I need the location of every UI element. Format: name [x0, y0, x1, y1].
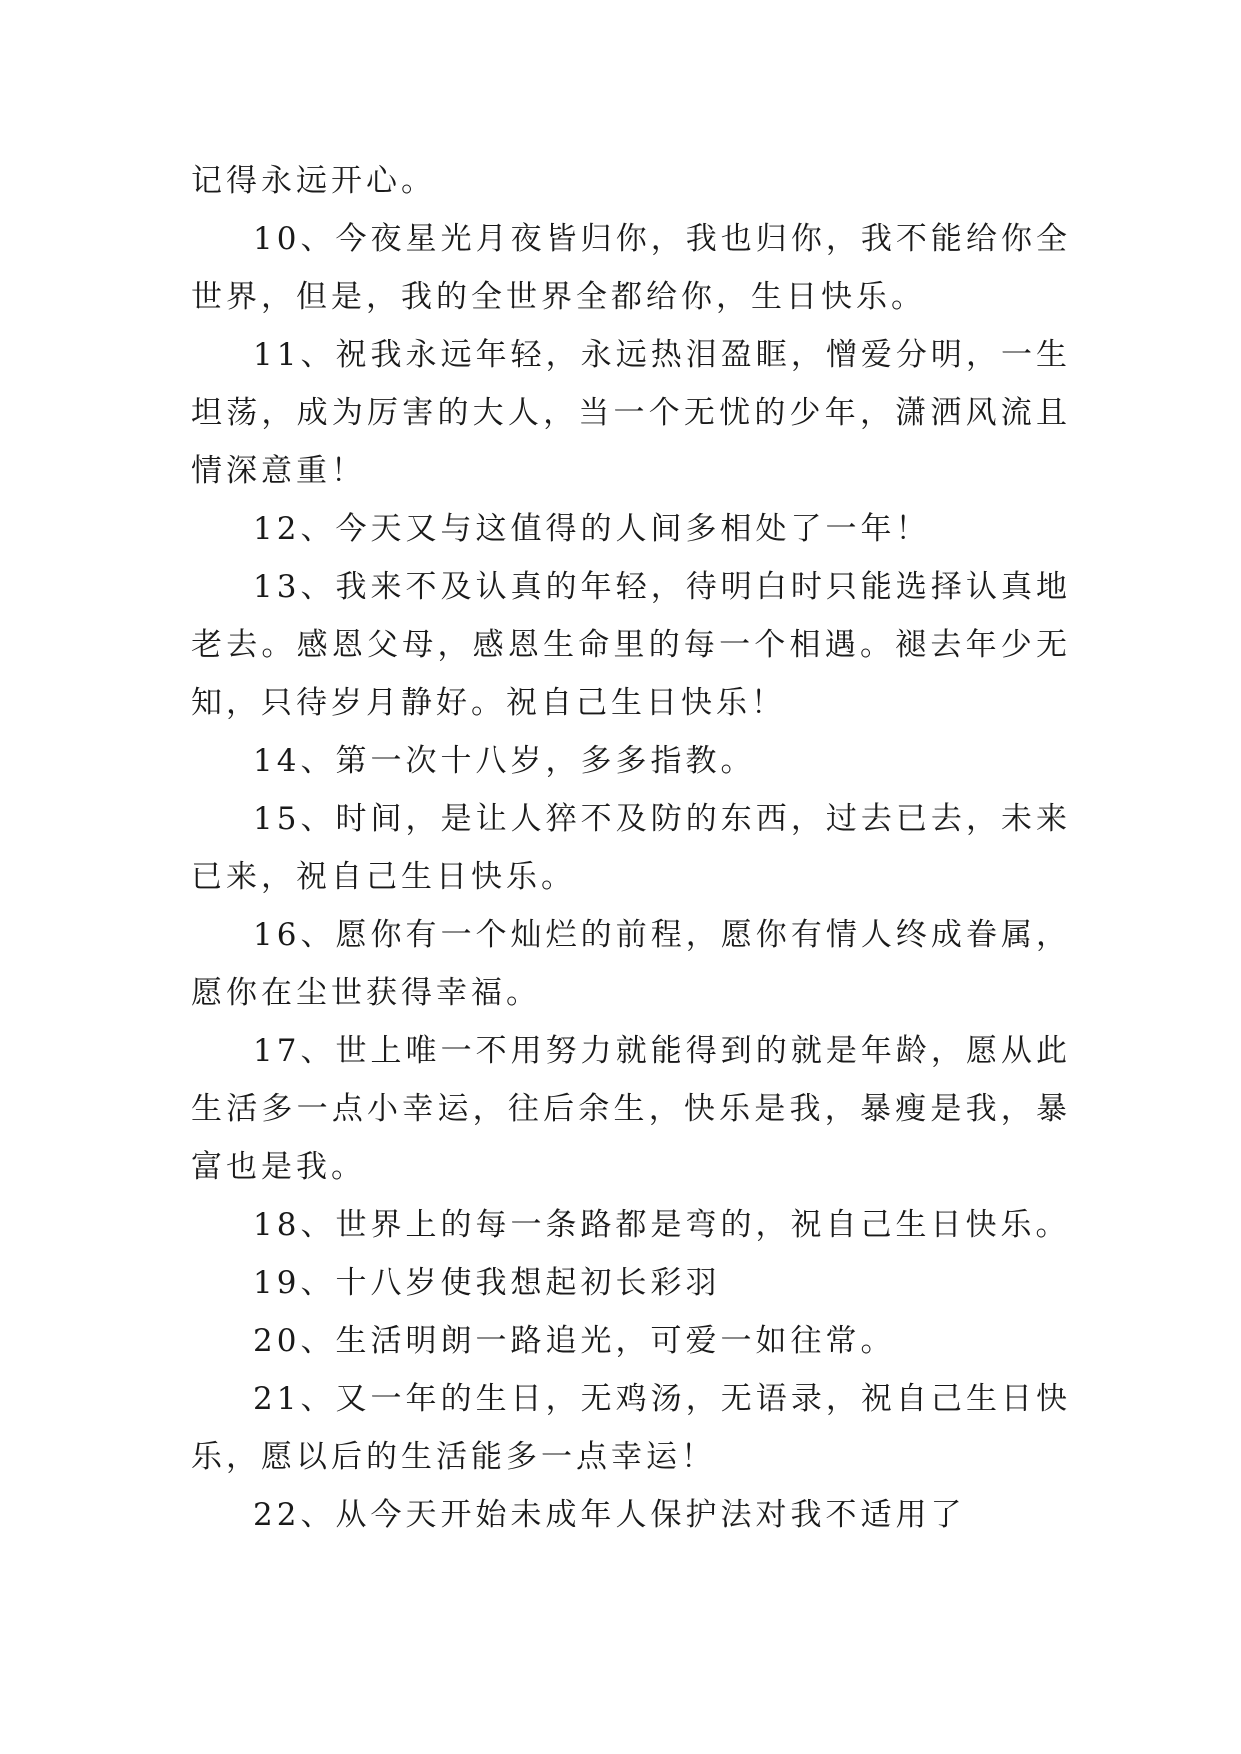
paragraph: 13、我来不及认真的年轻，待明白时只能选择认真地老去。感恩父母，感恩生命里的每一个相遇。褪去年少无知，只待岁月静好。祝自己生日快乐！: [191, 569, 1071, 721]
paragraph: 17、世上唯一不用努力就能得到的就是年龄，愿从此生活多一点小幸运，往后余生，快乐是我，暴瘦是我，暴富也是我。: [191, 1033, 1071, 1185]
paragraph: 19、十八岁使我想起初长彩羽: [253, 1265, 721, 1301]
paragraph: 22、从今天开始未成年人保护法对我不适用了: [253, 1497, 966, 1533]
paragraph: 记得永远开心。: [191, 163, 436, 199]
document-body: [191, 152, 1071, 1544]
paragraph: 21、又一年的生日，无鸡汤，无语录，祝自己生日快乐，愿以后的生活能多一点幸运！: [191, 1381, 1071, 1475]
paragraph: 15、时间，是让人猝不及防的东西，过去已去，未来已来，祝自己生日快乐。: [191, 801, 1071, 895]
paragraph: 10、今夜星光月夜皆归你，我也归你，我不能给你全世界，但是，我的全世界全都给你，生日快乐。: [191, 221, 1071, 315]
paragraph: 18、世界上的每一条路都是弯的，祝自己生日快乐。: [253, 1207, 1071, 1243]
paragraph: 11、祝我永远年轻，永远热泪盈眶，憎爱分明，一生坦荡，成为厉害的大人，当一个无忧的少年，潇洒风流且情深意重！: [191, 337, 1071, 489]
paragraph: 14、第一次十八岁，多多指教。: [253, 743, 756, 779]
paragraph: 20、生活明朗一路追光，可爱一如往常。: [253, 1323, 896, 1359]
paragraph: 12、今天又与这值得的人间多相处了一年！: [253, 511, 931, 547]
paragraph: 16、愿你有一个灿烂的前程，愿你有情人终成眷属，愿你在尘世获得幸福。: [191, 917, 1071, 1011]
